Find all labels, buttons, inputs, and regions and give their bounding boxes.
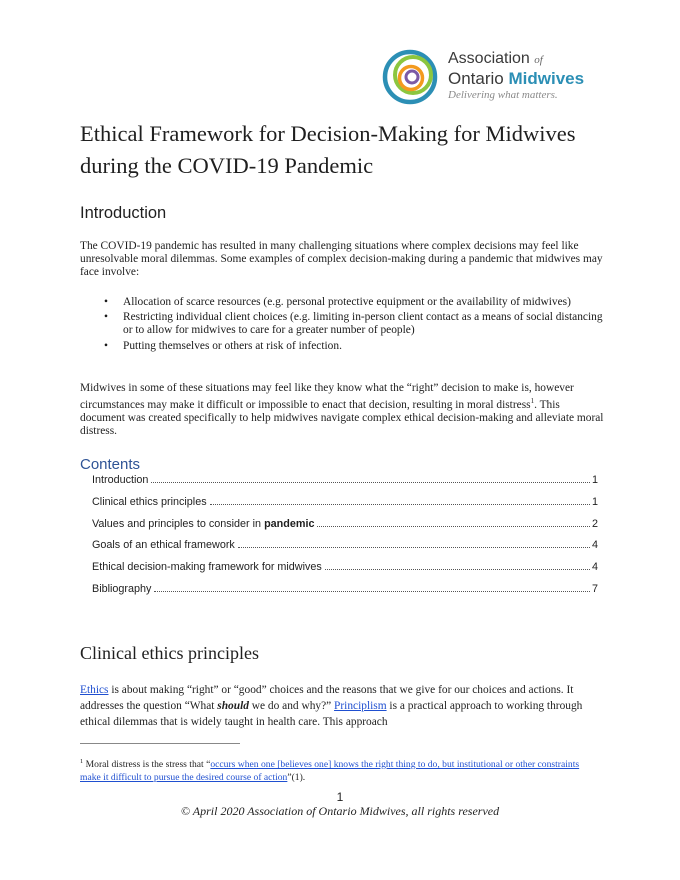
footnote: $^1$ Moral distress is the stress that “occurs when one [believes one] knows the right thing to do, but institutional or other constraints make it difficult to pursue the desired course of action”(1). (80, 758, 580, 784)
page-number: 1 (336, 790, 344, 804)
list-item: • Allocation of scarce resources (e.g. personal protective equipment or the availability of midwives) (104, 296, 571, 308)
list-item: • Restricting individual client choices (e.g. limiting in-person client contact as a means of social distancing or to allow for midwives to care for a greater number of people) (104, 311, 603, 337)
table-of-contents (92, 474, 598, 605)
toc-entry-decision-framework[interactable]: Ethical decision-making framework for midwives 4 (92, 561, 598, 574)
footnote-ref[interactable]: 1 (530, 397, 535, 406)
intro-paragraph-2: Midwives in some of these situations may feel like they know what the “right” decision to make is, however circumstances may make it difficult or impossible to enact that decision, resulting in moral distress$^1$. This document was created specifically to help midwives navigate complex ethical decision-making and alleviate moral distress. (80, 382, 604, 438)
document-title: Ethical Framework for Decision-Making for Midwives during the COVID-19 Pandemic (80, 121, 576, 178)
toc-entry-introduction[interactable]: Introduction 1 (92, 474, 598, 486)
ethics-link[interactable]: Ethics (80, 684, 109, 696)
clinical-ethics-heading: Clinical ethics principles (80, 643, 259, 663)
toc-entry-values-principles[interactable]: Values and principles to consider in pandemic 2 (92, 517, 598, 530)
aom-logo-rings-icon (380, 46, 442, 108)
list-item: • Putting themselves or others at risk of infection. (104, 339, 342, 352)
examples-list (80, 296, 605, 355)
intro-paragraph-1: The COVID-19 pandemic has resulted in many challenging situations where complex decisions may feel like unresolvable moral dilemmas. Some examples of complex decision-making during a pandemic that midwives may face involve: (80, 240, 603, 279)
aom-logo (380, 46, 620, 106)
footnote-separator (80, 743, 240, 744)
toc-entry-bibliography[interactable]: Bibliography 7 (92, 582, 598, 595)
toc-entry-clinical-ethics[interactable]: Clinical ethics principles 1 (92, 495, 598, 508)
clinical-ethics-paragraph: Ethics is about making “right” or “good” choices and the reasons that we give for our choices and actions. It addresses the question “What should we do and why?” Principlism is a practical approach to working through ethical dilemmas that is widely taught in health care. This approach (80, 684, 583, 728)
footnote-link[interactable]: occurs when one [believes one] knows the right thing to do, but institutional or other constraints make it difficult to pursue the desired course of action (80, 759, 580, 784)
toc-entry-goals[interactable]: Goals of an ethical framework 4 (92, 539, 598, 552)
contents-heading: Contents (80, 456, 141, 473)
logo-wordmark: Association of Ontario Midwives Delivering what matters. (448, 50, 585, 101)
logo-tagline: Delivering what matters. (448, 89, 558, 101)
principlism-link[interactable]: Principlism (334, 700, 387, 712)
copyright-notice: © April 2020 Association of Ontario Midwives, all rights reserved (180, 804, 500, 818)
introduction-heading: Introduction (80, 204, 167, 222)
